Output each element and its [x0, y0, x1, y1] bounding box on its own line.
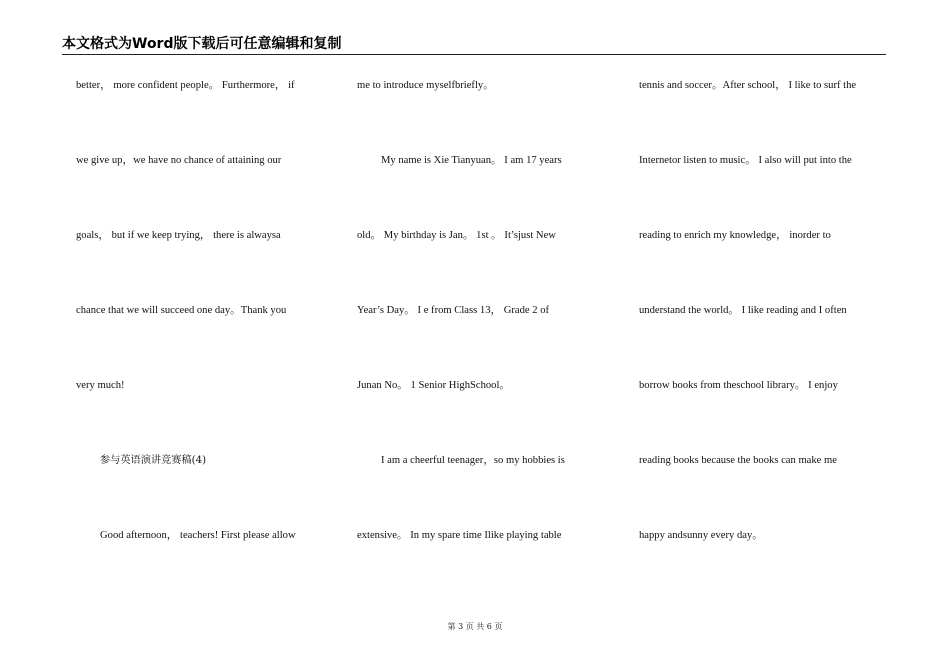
text-line: tennis and soccer。After school， I like to surf the	[639, 80, 857, 91]
text-line: Year’s Day。 I e from Class 13， Grade 2 of	[357, 305, 550, 316]
text-line: My name is Xie Tianyuan。 I am 17 years	[381, 155, 562, 166]
text-column-1	[76, 0, 336, 600]
text-line: reading books because the books can make me	[639, 455, 837, 466]
text-line: borrow books from theschool library。 I enjoy	[639, 380, 838, 391]
text-column-3	[639, 0, 899, 600]
text-line: Junan No。 1 Senior HighSchool。	[357, 380, 511, 391]
page-footer	[0, 622, 950, 632]
text-line: old。 My birthday is Jan。 1st 。 It’sjust New	[357, 230, 556, 241]
text-line: understand the world。 I like reading and I often	[639, 305, 847, 316]
text-line: I am a cheerful teenager，so my hobbies is	[381, 455, 565, 466]
text-line: goals， but if we keep trying， there is alwaysa	[76, 230, 281, 241]
text-column-2	[357, 0, 617, 600]
header-title: 本文格式为Word版下载后可任意编辑和复制	[62, 36, 342, 52]
text-line: me to introduce myselfbriefly。	[357, 80, 494, 91]
text-line: Internetor listen to music。 I also will put into the	[639, 155, 852, 166]
text-line: very much!	[76, 380, 125, 391]
text-line: Good afternoon， teachers! First please allow	[100, 530, 296, 541]
text-line: chance that we will succeed one day。Thank you	[76, 305, 287, 316]
text-line: better， more confident people。 Furthermore， if	[76, 80, 295, 91]
text-line: happy andsunny every day。	[639, 530, 763, 541]
page-number: 第 3 页 共 6 页	[447, 622, 503, 631]
text-line: extensive。 In my spare time Ilike playing table	[357, 530, 562, 541]
text-line: we give up，we have no chance of attaining our	[76, 155, 282, 166]
section-heading: 参与英语演讲竞赛稿(4)	[100, 455, 207, 466]
text-line: reading to enrich my knowledge， inorder to	[639, 230, 831, 241]
